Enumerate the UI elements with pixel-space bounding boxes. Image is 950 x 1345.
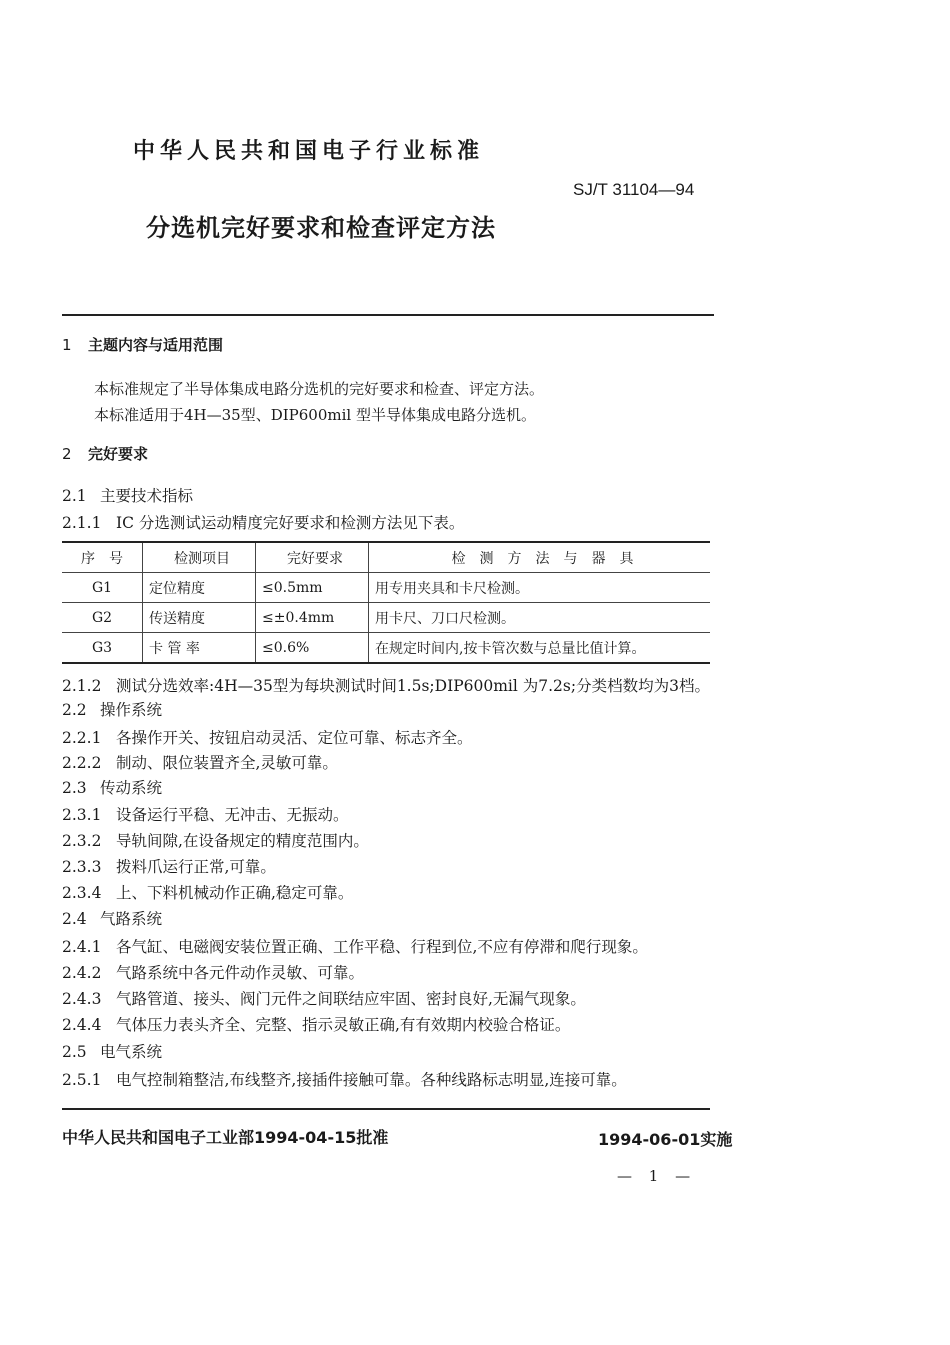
clause-2-2-2 bbox=[62, 751, 338, 773]
clause-number: 2.3.1 bbox=[62, 806, 102, 824]
clause-2-2-1 bbox=[62, 726, 473, 748]
table-header-row bbox=[62, 542, 710, 573]
clause-number: 2.4.4 bbox=[62, 1016, 102, 1034]
effective-date: 1994-06-01实施 bbox=[598, 1130, 733, 1149]
table-cell: 在规定时间内,按卡管次数与总量比值计算。 bbox=[369, 633, 711, 664]
clause-text: 传动系统 bbox=[100, 779, 163, 797]
clause-2-3-1 bbox=[62, 803, 349, 825]
clause-number: 2.1.1 bbox=[62, 514, 102, 532]
clause-2-5-1 bbox=[62, 1068, 627, 1090]
clause-2-1 bbox=[62, 484, 193, 506]
table-header-cell: 检测项目 bbox=[143, 542, 256, 573]
clause-2-5 bbox=[62, 1040, 162, 1062]
clause-2-3-4 bbox=[62, 881, 353, 903]
page-number: — 1 — bbox=[617, 1167, 697, 1185]
section-title: 完好要求 bbox=[88, 445, 149, 463]
clause-number: 2.4.3 bbox=[62, 990, 102, 1008]
table-cell: 用卡尺、刀口尺检测。 bbox=[369, 603, 711, 633]
clause-2-4-4 bbox=[62, 1013, 570, 1035]
scope-paragraph-1: 本标准规定了半导体集成电路分选机的完好要求和检查、评定方法。 bbox=[94, 380, 545, 398]
clause-text: 制动、限位装置齐全,灵敏可靠。 bbox=[116, 754, 338, 772]
clause-text: 气体压力表头齐全、完整、指示灵敏正确,有有效期内校验合格证。 bbox=[116, 1016, 571, 1034]
table-cell: 卡 管 率 bbox=[143, 633, 256, 664]
clause-number: 2.1.2 bbox=[62, 677, 102, 695]
table-row bbox=[62, 633, 710, 664]
clause-number: 2.1 bbox=[62, 487, 87, 505]
clause-text: 拨料爪运行正常,可靠。 bbox=[116, 858, 276, 876]
clause-number: 2.3.3 bbox=[62, 858, 102, 876]
issuing-authority-heading: 中华人民共和国电子行业标准 bbox=[133, 139, 485, 164]
clause-2-4-3 bbox=[62, 987, 586, 1009]
clause-number: 2.3.4 bbox=[62, 884, 102, 902]
document-title: 分选机完好要求和检查评定方法 bbox=[146, 214, 496, 242]
table-cell: G2 bbox=[62, 603, 143, 633]
scope-paragraph-2: 本标准适用于4H—35型、DIP600mil 型半导体集成电路分选机。 bbox=[94, 406, 536, 424]
clause-text: 上、下料机械动作正确,稳定可靠。 bbox=[116, 884, 354, 902]
clause-text: 气路管道、接头、阀门元件之间联结应牢固、密封良好,无漏气现象。 bbox=[116, 990, 586, 1008]
clause-number: 2.4.1 bbox=[62, 938, 102, 956]
clause-number: 2.2 bbox=[62, 701, 87, 719]
clause-number: 2.5.1 bbox=[62, 1071, 102, 1089]
table-header-cell: 完好要求 bbox=[256, 542, 369, 573]
clause-text: 各操作开关、按钮启动灵活、定位可靠、标志齐全。 bbox=[116, 729, 473, 747]
clause-number: 2.5 bbox=[62, 1043, 87, 1061]
clause-number: 2.4.2 bbox=[62, 964, 102, 982]
clause-2-4 bbox=[62, 907, 162, 929]
table-cell: ≤±0.4mm bbox=[256, 603, 369, 633]
clause-text: 气路系统 bbox=[100, 910, 163, 928]
clause-text: 气路系统中各元件动作灵敏、可靠。 bbox=[116, 964, 365, 982]
section-2-heading bbox=[62, 443, 148, 464]
clause-text: 主要技术指标 bbox=[100, 487, 194, 505]
table-cell: 用专用夹具和卡尺检测。 bbox=[369, 573, 711, 603]
clause-number: 2.2.1 bbox=[62, 729, 102, 747]
table-cell: G3 bbox=[62, 633, 143, 664]
section-number: 1 bbox=[62, 336, 72, 354]
table-cell: ≤0.5mm bbox=[256, 573, 369, 603]
clause-2-3 bbox=[62, 776, 162, 798]
clause-2-1-2 bbox=[62, 674, 710, 696]
clause-text: 设备运行平稳、无冲击、无振动。 bbox=[116, 806, 349, 824]
table-header-cell: 序 号 bbox=[62, 542, 143, 573]
clause-text: 操作系统 bbox=[100, 701, 163, 719]
clause-text: 导轨间隙,在设备规定的精度范围内。 bbox=[116, 832, 369, 850]
accuracy-table bbox=[62, 541, 710, 664]
clause-text: 电气系统 bbox=[100, 1043, 163, 1061]
section-title: 主题内容与适用范围 bbox=[88, 336, 224, 354]
section-1-heading bbox=[62, 334, 223, 355]
clause-2-3-3 bbox=[62, 855, 276, 877]
table-cell: ≤0.6% bbox=[256, 633, 369, 664]
clause-text: IC 分选测试运动精度完好要求和检测方法见下表。 bbox=[116, 514, 465, 532]
table-header-cell: 检 测 方 法 与 器 具 bbox=[369, 542, 711, 573]
clause-number: 2.4 bbox=[62, 910, 87, 928]
section-number: 2 bbox=[62, 445, 72, 463]
approval-note: 中华人民共和国电子工业部1994-04-15批准 bbox=[62, 1128, 389, 1147]
table-row bbox=[62, 603, 710, 633]
clause-text: 各气缸、电磁阀安装位置正确、工作平稳、行程到位,不应有停滞和爬行现象。 bbox=[116, 938, 648, 956]
clause-number: 2.3 bbox=[62, 779, 87, 797]
clause-2-4-2 bbox=[62, 961, 364, 983]
clause-2-2 bbox=[62, 698, 162, 720]
table-row bbox=[62, 573, 710, 603]
header-divider bbox=[62, 314, 714, 316]
standard-number: SJ/T 31104—94 bbox=[573, 180, 695, 199]
clause-2-4-1 bbox=[62, 935, 648, 957]
clause-2-3-2 bbox=[62, 829, 369, 851]
clause-text: 测试分选效率:4H—35型为每块测试时间1.5s;DIP600mil 为7.2s;分类档数均为3档。 bbox=[116, 677, 710, 695]
footer-divider bbox=[62, 1108, 710, 1110]
table-cell: 传送精度 bbox=[143, 603, 256, 633]
clause-text: 电气控制箱整洁,布线整齐,接插件接触可靠。各种线路标志明显,连接可靠。 bbox=[116, 1071, 627, 1089]
table-cell: 定位精度 bbox=[143, 573, 256, 603]
table-cell: G1 bbox=[62, 573, 143, 603]
clause-number: 2.3.2 bbox=[62, 832, 102, 850]
clause-2-1-1 bbox=[62, 511, 464, 533]
clause-number: 2.2.2 bbox=[62, 754, 102, 772]
